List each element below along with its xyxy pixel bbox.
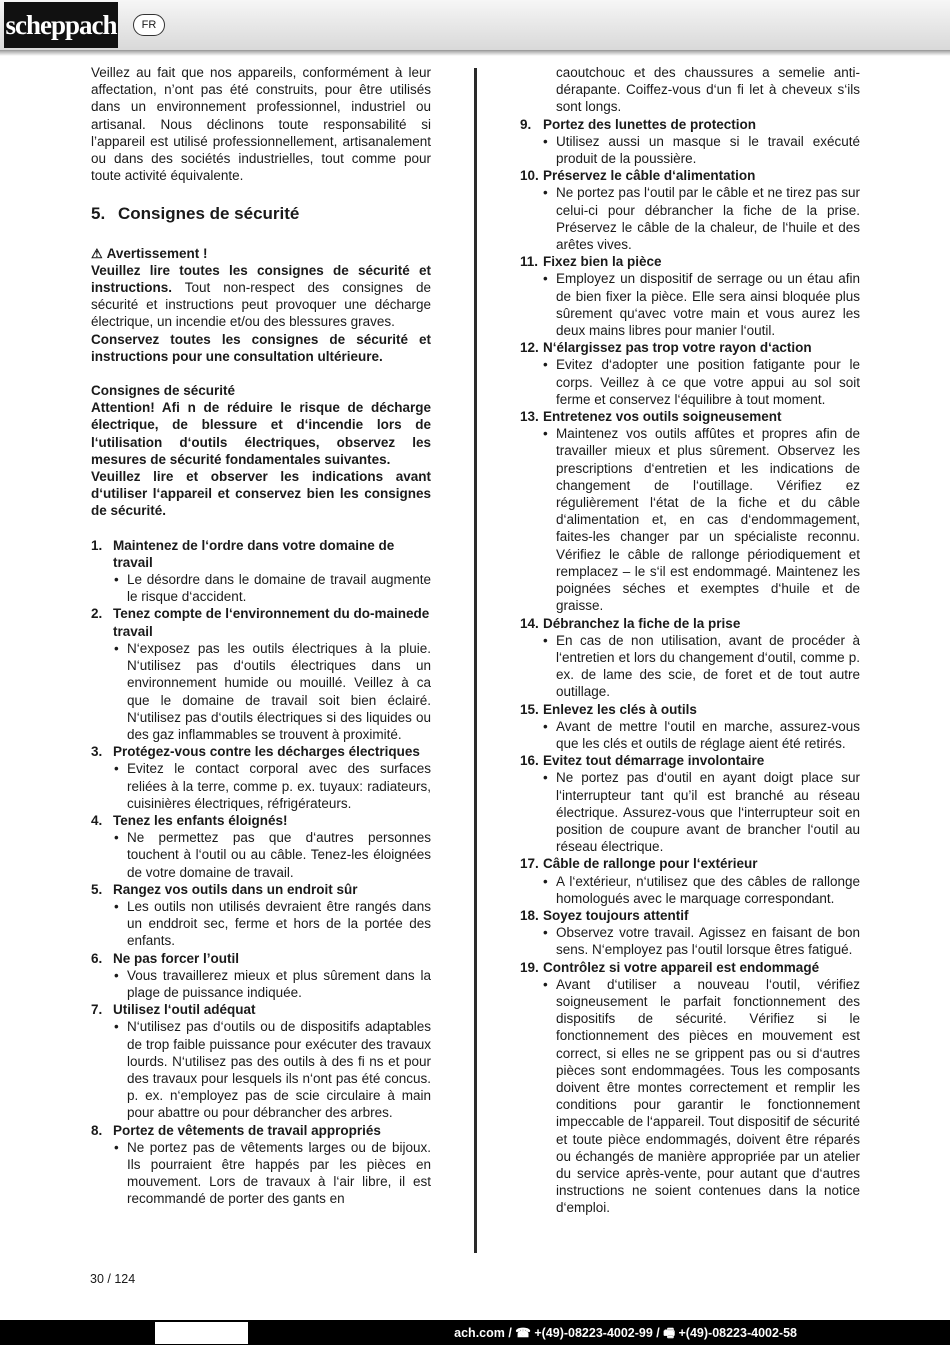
bullet-icon: • bbox=[543, 133, 548, 149]
footer-white-block bbox=[155, 1322, 248, 1344]
item-title: Tenez compte de l‘environnement du do-mainede travail bbox=[113, 606, 430, 639]
footer-contact: ach.com / ☎ +(49)-08223-4002-99 / 🖷 +(49)-08223-4002-58 bbox=[454, 1326, 797, 1340]
item-bullet bbox=[91, 967, 431, 1001]
item-title: Tenez les enfants éloignés! bbox=[113, 812, 288, 828]
item-heading bbox=[91, 605, 431, 639]
warning-title-text: Avertissement ! bbox=[106, 245, 208, 261]
item-number: 13. bbox=[520, 409, 539, 425]
item-title: Entretenez vos outils soigneusement bbox=[543, 409, 782, 425]
bullet-icon: • bbox=[543, 873, 548, 889]
list-item bbox=[520, 339, 860, 408]
item-title: Maintenez de l‘ordre dans votre domaine de travail bbox=[113, 537, 395, 570]
item-title: Ne pas forcer l’outil bbox=[113, 950, 240, 966]
item-number: 15. bbox=[520, 701, 539, 717]
scheppach-logo: scheppach bbox=[4, 2, 118, 48]
item-heading bbox=[91, 1001, 431, 1018]
list-item bbox=[91, 950, 431, 1002]
item-number: 1. bbox=[91, 537, 103, 553]
continued-text: caoutchouc et des chaussures a semelie anti-dérapante. Coiffez-vous d‘un fi let à cheveux s‘ils sont longs. bbox=[556, 65, 860, 115]
language-badge: FR bbox=[133, 14, 165, 36]
item-number: 17. bbox=[520, 856, 539, 872]
item-title: N‘élargissez pas trop votre rayon d‘action bbox=[543, 340, 812, 356]
list-item bbox=[520, 907, 860, 959]
bullet-icon: • bbox=[114, 1139, 119, 1155]
list-item bbox=[520, 701, 860, 753]
item-title: Portez des lunettes de protection bbox=[543, 116, 757, 132]
bullet-icon: • bbox=[114, 572, 119, 588]
item-bullet bbox=[91, 898, 431, 950]
bullet-text: Maintenez vos outils affûtes et propres afin de travailler mieux et plus sûrement. Observez les prescriptions d‘entretien et les indications de changement de l‘outillage. Vérifiez ez régulièrement l‘état de la fiche et du câble d‘alimentation et, en cas d‘endommagement, faites-les changer par un spécialiste reconnu. Vérifiez le câble de rallonge périodiquement et remplacez – le s‘il est endommagé. Maintenez les poignées séches et exemptes d‘huile et de graisse. bbox=[556, 426, 860, 614]
item-bullet bbox=[520, 270, 860, 339]
item-number: 6. bbox=[91, 950, 103, 966]
bullet-icon: • bbox=[114, 761, 119, 777]
list-item bbox=[520, 116, 860, 168]
list-item bbox=[91, 1122, 431, 1208]
list-item bbox=[520, 167, 860, 253]
item-number: 8. bbox=[91, 1122, 103, 1138]
item-heading bbox=[520, 907, 860, 924]
item-bullet bbox=[91, 829, 431, 881]
bullet-icon: • bbox=[543, 271, 548, 287]
list-item bbox=[520, 959, 860, 1217]
item-title: Rangez vos outils dans un endroit sûr bbox=[113, 881, 358, 897]
bullet-text: Vous travaillerez mieux et plus sûrement dans la plage de puissance indiquée. bbox=[127, 967, 431, 1000]
list-item bbox=[91, 537, 431, 606]
item-title: Utilisez l‘outil adéquat bbox=[113, 1002, 256, 1018]
item-title: Evitez tout démarrage involontaire bbox=[543, 753, 765, 769]
list-item bbox=[91, 881, 431, 950]
item-heading bbox=[520, 959, 860, 976]
bullet-icon: • bbox=[114, 830, 119, 846]
bullet-text: Utilisez aussi un masque si le travail exécuté produit de la poussière. bbox=[556, 133, 860, 167]
item-heading bbox=[520, 752, 860, 769]
item-bullet bbox=[520, 873, 860, 907]
item-number: 10. bbox=[520, 168, 539, 184]
list-item bbox=[520, 408, 860, 614]
item-number: 18. bbox=[520, 907, 539, 923]
item-bullet bbox=[91, 571, 431, 605]
item-title: Préservez le câble d‘alimentation bbox=[543, 168, 756, 184]
bullet-icon: • bbox=[543, 770, 548, 786]
item-title: Soyez toujours attentif bbox=[543, 907, 689, 923]
list-item bbox=[520, 615, 860, 701]
left-column bbox=[91, 64, 431, 1208]
page-number: 30 / 124 bbox=[90, 1272, 136, 1286]
item-heading bbox=[520, 408, 860, 425]
item-bullet bbox=[91, 760, 431, 812]
item-number: 19. bbox=[520, 959, 539, 975]
item-number: 12. bbox=[520, 340, 539, 356]
item-heading bbox=[520, 167, 860, 184]
bullet-icon: • bbox=[543, 357, 548, 373]
bullet-text: Avant de mettre l‘outil en marche, assurez-vous que les clés et outils de réglage aient été retirés. bbox=[556, 718, 860, 751]
item-heading bbox=[91, 881, 431, 898]
bullet-text: Ne portez pas l‘outil par le câble et ne tirez pas sur celui-ci pour débrancher la fiche de la prise. Préservez le câble de la chaleur, de l‘huile et des arêtes vives. bbox=[556, 185, 860, 253]
item-bullet bbox=[91, 1139, 431, 1208]
item-bullet bbox=[91, 640, 431, 743]
item-title: Portez de vêtements de travail appropriés bbox=[113, 1122, 381, 1138]
bullet-text: N‘utilisez pas d‘outils ou de dispositifs adaptables de trop faible puissance pour exécuter des travaux lourds. N‘utilisez pas des outils à des fi ns et pour des travaux pour lesquels ils n‘ont pas été concus. p. ex. n‘employez pas de scie circulaire à main pour abattre ou pour débrancher des arbres. bbox=[127, 1019, 431, 1121]
item-number: 3. bbox=[91, 744, 103, 760]
safety-heading: Consignes de sécurité bbox=[91, 383, 236, 399]
item-number: 7. bbox=[91, 1002, 103, 1018]
item-number: 2. bbox=[91, 606, 103, 622]
item-bullet bbox=[520, 718, 860, 752]
item-bullet bbox=[520, 924, 860, 958]
item-title: Enlevez les clés à outils bbox=[543, 701, 697, 717]
bullet-icon: • bbox=[543, 976, 548, 992]
list-item bbox=[520, 253, 860, 339]
item-heading bbox=[520, 116, 860, 133]
bullet-text: Ne portez pas de vêtements larges ou de bijoux. Ils pourraient être happés par les pièces en mouvement. Lors de travaux à l‘air libre, il est recommandé de porter des gants en bbox=[127, 1139, 431, 1207]
bullet-text: Observez votre travail. Agissez en faisant de bon sens. N‘employez pas l‘outil lorsque êtres fatigué. bbox=[556, 925, 860, 958]
bullet-text: A l‘extérieur, n‘utilisez que des câbles de rallonge homologués avec le marquage correspondant. bbox=[556, 873, 860, 906]
item-title: Protégez-vous contre les décharges électriques bbox=[113, 744, 420, 760]
right-column bbox=[520, 64, 860, 1217]
column-divider bbox=[474, 68, 477, 1253]
bullet-text: En cas de non utilisation, avant de procéder à l‘entretien et lors du changement d‘outil, comme p. ex. de lame des scie, de foret et de tout autre outillage. bbox=[556, 632, 860, 700]
bullet-icon: • bbox=[543, 632, 548, 648]
list-item bbox=[91, 812, 431, 881]
warning-keep: Conservez toutes les consignes de sécurité et instructions pour une consultation ultérieure. bbox=[91, 331, 431, 364]
bullet-text: Employez un dispositif de serrage ou un étau afin de bien fixer la pièce. Elle sera ainsi bloquée plus sûrement qu‘avec votre main et vous aurez les deux mains libres pour manier l‘outil. bbox=[556, 271, 860, 339]
item-bullet bbox=[520, 356, 860, 408]
item-bullet bbox=[520, 632, 860, 701]
right-safety-list bbox=[520, 116, 860, 1217]
section-title: Consignes de sécurité bbox=[118, 204, 300, 224]
safety-attention: Attention! Afi n de réduire le risque de décharge électrique, de blessure et d‘incendie lors de l‘utilisation d‘outils électriques, observez les mesures de sécurité fondamentales suivantes. bbox=[91, 400, 431, 467]
warning-normal-1: Tout non-respect des consignes de sécurité et instructions peut provoquer une décharge électrique, un incendie et/ou des blessures graves. bbox=[91, 280, 431, 330]
bullet-text: Ne portez pas d‘outil en ayant doigt place sur l‘interrupteur tant qu’il est branché au réseau électrique. Assurez-vous que l‘interrupteur soit en position de coupure avant de brancher l‘outil au réseau électrique. bbox=[556, 770, 860, 855]
list-item bbox=[520, 855, 860, 907]
list-item bbox=[520, 752, 860, 855]
bullet-icon: • bbox=[543, 185, 548, 201]
bullet-icon: • bbox=[114, 898, 119, 914]
item-heading bbox=[91, 537, 431, 571]
item-number: 14. bbox=[520, 615, 539, 631]
bullet-icon: • bbox=[543, 718, 548, 734]
item-heading bbox=[91, 1122, 431, 1139]
warning-triangle-icon: ⚠ bbox=[91, 245, 103, 261]
item-title: Câble de rallonge pour l‘extérieur bbox=[543, 856, 758, 872]
item-heading bbox=[91, 743, 431, 760]
bullet-text: Avant d‘utiliser a nouveau l‘outil, vérifiez soigneusement le parfait fonctionnement des dispositifs de sécurité. Vérifiez si le fonctionnement des pièces en mouvement est correct, si elles ne se grippent pas ou si d‘autres pièces sont endommagées. Tous les composants doivent être montes correctement et remplir les conditions pour garantir le fonctionnement impeccable de l‘appareil. Tout dispositif de sécurité et toute pièce endommagés, doivent être réparés ou échangés de manière appropriée par un atelier du service après-vente, pour autant que d‘autres instructions ne soient contenues dans la notice d‘emploi. bbox=[556, 976, 860, 1216]
item-number: 16. bbox=[520, 753, 539, 769]
bullet-text: N‘exposez pas les outils électriques à la pluie. N‘utilisez pas d‘outils électriques dans un environnement humide ou mouillé. Veillez à ca que le domaine de travail soit bien éclairé. N‘utilisez pas d‘outils électriques si des liquides ou des gaz inflammables se trouvent à proximité. bbox=[127, 640, 431, 742]
item-number: 4. bbox=[91, 812, 103, 828]
item-number: 11. bbox=[520, 254, 539, 270]
safety-read: Veuillez lire et observer les indications avant d‘utiliser l‘appareil et conservez bien les consignes de sécurité. bbox=[91, 469, 431, 519]
bullet-text: Ne permettez pas que d‘autres personnes touchent à l‘outil ou au câble. Tenez-les éloignées de votre domaine de travail. bbox=[127, 830, 431, 880]
item-heading bbox=[91, 950, 431, 967]
item-bullet bbox=[520, 769, 860, 855]
bullet-icon: • bbox=[114, 640, 119, 656]
bullet-icon: • bbox=[114, 967, 119, 983]
item-bullet bbox=[520, 184, 860, 253]
warning-text bbox=[91, 262, 431, 331]
item-number: 9. bbox=[520, 116, 532, 132]
left-safety-list bbox=[91, 537, 431, 1208]
bullet-icon: • bbox=[543, 925, 548, 941]
section-number: 5. bbox=[91, 204, 106, 224]
bullet-icon: • bbox=[543, 426, 548, 442]
item-title: Fixez bien la pièce bbox=[543, 254, 662, 270]
warning-bold-1: Veuillez lire toutes les consignes de sécurité et instructions. bbox=[91, 262, 431, 296]
list-item bbox=[91, 605, 431, 743]
item-heading bbox=[520, 339, 860, 356]
item-heading bbox=[520, 615, 860, 632]
item-heading bbox=[520, 701, 860, 718]
intro-paragraph: Veillez au fait que nos appareils, conformément à leur affectation, n’ont pas été construits, pour être utilisés dans un environnement professionnel, industriel ou artisanal. Nous déclinons toute responsabilité si l’appareil est utilisé professionnellement, artisanalement ou dans des sociétés industrielles, tout comme pour toute activité équivalente. bbox=[91, 65, 431, 184]
bullet-text: Les outils non utilisés devraient être rangés dans un enddroit sec, ferme et hors de la portée des enfants. bbox=[127, 898, 431, 949]
item-heading bbox=[91, 812, 431, 829]
item-title: Débranchez la fiche de la prise bbox=[543, 615, 741, 631]
item-heading bbox=[520, 855, 860, 872]
list-item bbox=[91, 1001, 431, 1121]
section-heading bbox=[91, 205, 431, 222]
item-bullet bbox=[520, 425, 860, 614]
bullet-text: Evitez le contact corporal avec des surfaces reliées à la terre, comme p. ex. tuyaux: radiateurs, cuisinières électriques, réfrigérateurs. bbox=[127, 761, 431, 811]
item-bullet bbox=[520, 976, 860, 1217]
bullet-text: Evitez d‘adopter une position fatigante pour le corps. Veillez à ce que votre appui au sol soit ferme et conservez l‘équilibre à tout moment. bbox=[556, 357, 860, 407]
item-title: Contrôlez si votre appareil est endommagé bbox=[543, 959, 820, 975]
list-item bbox=[91, 743, 431, 812]
bullet-text: Le désordre dans le domaine de travail augmente le risque d‘accident. bbox=[127, 572, 431, 605]
bullet-icon: • bbox=[114, 1019, 119, 1035]
header-shadow bbox=[0, 50, 950, 56]
item-number: 5. bbox=[91, 881, 103, 897]
item-heading bbox=[520, 253, 860, 270]
item-bullet bbox=[520, 133, 860, 167]
warning-title bbox=[91, 245, 431, 262]
item-bullet bbox=[91, 1018, 431, 1121]
